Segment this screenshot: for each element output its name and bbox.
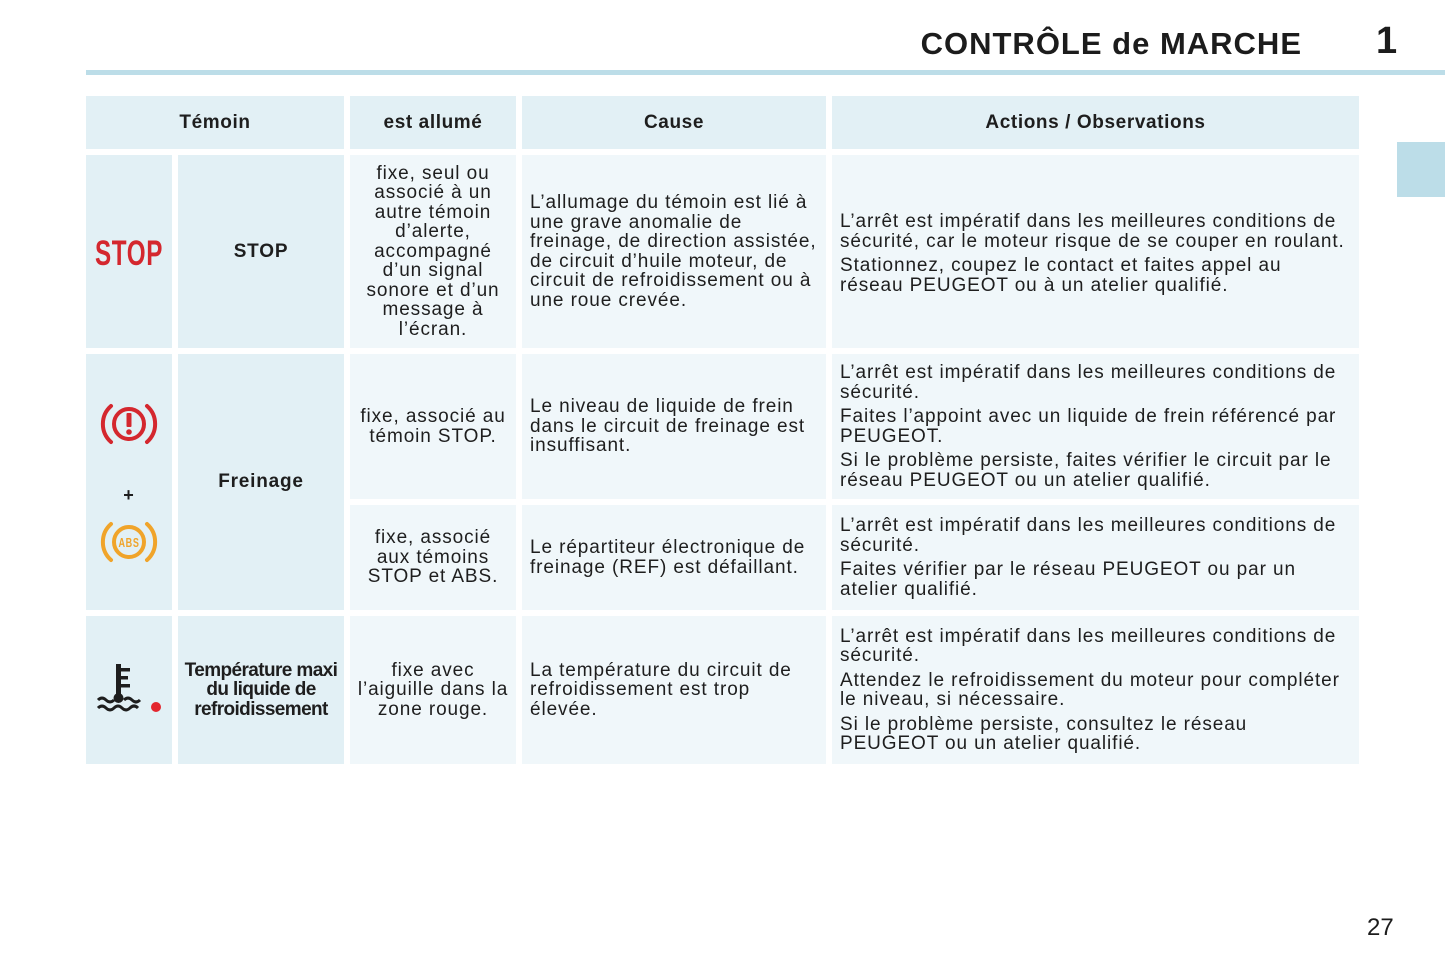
chapter-number: 1 (1376, 20, 1398, 62)
temperature-lit-cell (350, 616, 516, 764)
freinage-2-action-2: Faites vérifier par le réseau PEUGEOT ou par un atelier qualifié. (840, 559, 1296, 600)
stop-icon-cell (86, 155, 172, 348)
freinage-2-actions-cell (832, 505, 1359, 610)
stop-actions-cell (832, 155, 1359, 348)
header-cause-label: Cause (643, 111, 705, 133)
temperature-cause-text: La température du circuit de refroidissement est trop élevée. (530, 659, 792, 720)
brake-warning-icon (99, 400, 159, 448)
stop-icon (93, 232, 165, 272)
header-temoin-label: Témoin (179, 111, 251, 133)
stop-label-cell (178, 155, 344, 348)
temperature-icon-cell (86, 616, 172, 764)
freinage-1-lit-cell (350, 354, 516, 499)
header-actions (832, 96, 1359, 149)
temperature-action-1: L’arrêt est impératif dans les meilleures conditions de sécurité. (840, 625, 1337, 666)
page-number: 27 (1367, 914, 1394, 941)
header-actions-label: Actions / Observations (985, 111, 1206, 133)
freinage-icon-cell (86, 354, 172, 610)
freinage-1-actions-cell (832, 354, 1359, 499)
coolant-temperature-icon (94, 660, 164, 720)
temperature-cause-cell (522, 616, 826, 764)
temperature-label-cell (178, 616, 344, 764)
stop-action-1: L’arrêt est impératif dans les meilleures conditions de sécurité, car le moteur risque de se couper en roulant. (840, 211, 1345, 252)
freinage-1-cause-cell (522, 354, 826, 499)
stop-lit-text: fixe, seul ou associé à un autre témoin d’alerte, accompagné d’un signal sonore et d’un message à l’écran. (366, 162, 500, 340)
plus-sign: + (123, 485, 135, 505)
freinage-1-lit-text: fixe, associé au témoin STOP. (360, 406, 506, 447)
temperature-lit-text: fixe avec l’aiguille dans la zone rouge. (357, 659, 509, 720)
abs-icon-text: ABS (118, 534, 140, 550)
header-est-allume (350, 96, 516, 149)
abs-icon (99, 518, 159, 566)
freinage-2-action-1: L’arrêt est impératif dans les meilleures conditions de sécurité. (840, 515, 1337, 556)
header-cause (522, 96, 826, 149)
freinage-label-cell (178, 354, 344, 610)
stop-icon-text: STOP (95, 233, 163, 273)
freinage-2-cause-cell (522, 505, 826, 610)
stop-action-2: Stationnez, coupez le contact et faites appel au réseau PEUGEOT ou à un atelier qualifié. (840, 255, 1282, 296)
freinage-2-lit-cell (350, 505, 516, 610)
stop-cause-cell (522, 155, 826, 348)
stop-lit-cell (350, 155, 516, 348)
freinage-label: Freinage (218, 471, 304, 493)
freinage-2-lit-text: fixe, associé aux témoins STOP et ABS. (367, 527, 499, 588)
header-est-allume-label: est allumé (383, 111, 483, 133)
freinage-2-cause-text: Le répartiteur électronique de freinage (REF) est défaillant. (530, 537, 806, 578)
page-title: CONTRÔLE de MARCHE (920, 26, 1302, 61)
freinage-1-cause-text: Le niveau de liquide de frein dans le circuit de freinage est insuffisant. (530, 396, 806, 457)
temperature-label: Température maxi du liquide de refroidissement (184, 659, 338, 720)
header-temoin (86, 96, 344, 149)
temperature-action-3: Si le problème persiste, consultez le réseau PEUGEOT ou un atelier qualifié. (840, 713, 1248, 754)
freinage-1-action-3: Si le problème persiste, faites vérifier le circuit par le réseau PEUGEOT ou un atelier qualifié. (840, 450, 1332, 491)
temperature-action-2: Attendez le refroidissement du moteur pour compléter le niveau, si nécessaire. (840, 669, 1340, 710)
freinage-1-action-1: L’arrêt est impératif dans les meilleures conditions de sécurité. (840, 362, 1337, 403)
temperature-actions-cell (832, 616, 1359, 764)
freinage-1-action-2: Faites l’appoint avec un liquide de frein référencé par PEUGEOT. (840, 406, 1337, 447)
stop-cause-text: L’allumage du témoin est lié à une grave anomalie de freinage, de direction assistée, de circuit d’huile moteur, de circuit de refroidissement ou à une roue crevée. (530, 192, 817, 311)
header-rule (86, 70, 1445, 75)
chapter-side-tab (1397, 142, 1445, 197)
stop-label: STOP (233, 240, 289, 262)
